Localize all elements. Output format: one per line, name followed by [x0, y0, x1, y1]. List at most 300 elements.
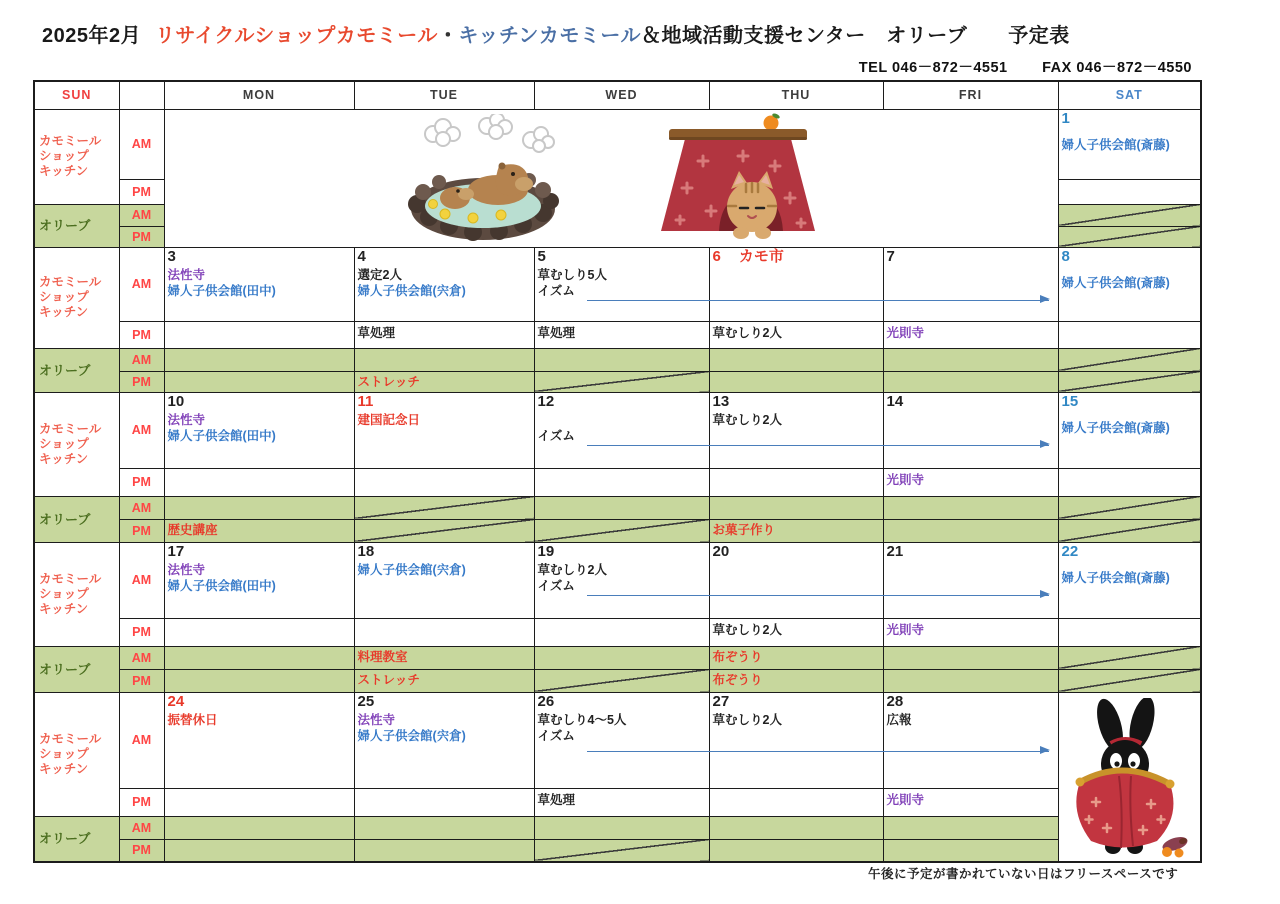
day-22-olive-am-cell [1058, 646, 1201, 669]
day-6-olive-pm-cell [709, 371, 883, 392]
day-header-wed: WED [534, 81, 709, 109]
section-label-line: カモミール [39, 421, 102, 436]
day-number-text: 5 [537, 247, 546, 265]
week-5-shop-am-row [34, 692, 1201, 788]
day-number-text: 25 [357, 692, 375, 710]
event-label: 光則寺 [886, 622, 925, 637]
olive-pm-row-label: PM [119, 226, 164, 247]
day-number-6 [713, 248, 880, 266]
event-list [168, 412, 351, 444]
event-label: 草むしり2人 [712, 622, 782, 637]
day-14-olive-am-cell [883, 496, 1058, 519]
olive-am-row-label: AM [119, 204, 164, 226]
capybara-onsen-illustration [403, 114, 563, 242]
section-label-line: カモミール [39, 275, 102, 289]
week-2-olive-am-row [34, 348, 1201, 371]
week-3-shop-pm-row [34, 468, 1201, 496]
week-1-free-space-cell [164, 109, 1058, 247]
event-label: 選定2人 [357, 267, 402, 282]
day-number-10 [168, 393, 351, 411]
day-header-fri: FRI [883, 81, 1058, 109]
day-25-olive-pm-cell [354, 839, 534, 862]
event-list [1062, 420, 1198, 436]
event-list [713, 712, 880, 728]
am-row-label: AM [119, 247, 164, 321]
day-number-13 [713, 393, 880, 411]
day-11-olive-pm-cell [354, 519, 534, 542]
footnote: 午後に予定が書かれていない日はフリースペースです [868, 867, 1179, 881]
event-label: 振替休日 [167, 712, 218, 727]
event-label: 法性寺 [357, 712, 396, 727]
day-11-olive-am-cell [354, 496, 534, 519]
day-28-olive-pm-cell [883, 839, 1058, 862]
event-list [358, 712, 531, 744]
day-number-12 [538, 393, 706, 411]
week-1-shop-am-row [34, 109, 1201, 179]
fax-number: FAX 046－872－4550 [1042, 60, 1192, 76]
section-label-line: キッチン [39, 451, 89, 466]
day-17-olive-pm-cell [164, 669, 354, 692]
am-row-label: AM [119, 109, 164, 179]
day-27-olive-pm-cell [709, 839, 883, 862]
day-header-thu: THU [709, 81, 883, 109]
schedule-calendar [33, 80, 1202, 863]
day-note: カモ市 [738, 247, 784, 265]
day-24-olive-am-cell [164, 816, 354, 839]
section-label-kamomile [34, 692, 119, 816]
event-list [168, 712, 351, 728]
event-list [538, 267, 706, 299]
day-number-text: 10 [167, 392, 185, 410]
day-number-text: 17 [167, 542, 185, 560]
section-label-kamomile [34, 247, 119, 348]
day-number-8 [1062, 248, 1198, 266]
day-18-olive-am-cell [354, 646, 534, 669]
day-4-am-cell [354, 247, 534, 321]
day-17-am-cell [164, 542, 354, 618]
day-number-text: 4 [357, 247, 366, 265]
pm-row-label: PM [119, 788, 164, 816]
day-18-pm-cell [354, 618, 534, 646]
olive-pm-row-label: PM [119, 371, 164, 392]
day-10-pm-cell [164, 468, 354, 496]
day-21-olive-am-cell [883, 646, 1058, 669]
event-label: 婦人子供会館(宍倉) [357, 283, 466, 298]
event-label: 光則寺 [886, 472, 925, 487]
day-14-am-cell [883, 392, 1058, 468]
event-label: 婦人子供会館(田中) [167, 578, 276, 593]
page-title [42, 19, 1070, 48]
day-19-olive-am-cell [534, 646, 709, 669]
event-label: 料理教室 [357, 649, 408, 664]
week-3-olive-am-row [34, 496, 1201, 519]
title-shop-name: リサイクルショップカモミール [155, 25, 438, 47]
day-6-olive-am-cell [709, 348, 883, 371]
section-label-olive: オリーブ [34, 348, 119, 392]
day-13-olive-pm-cell [709, 519, 883, 542]
day-number-18 [358, 543, 531, 561]
event-label: 婦人子供会館(斎藤) [1061, 570, 1170, 585]
event-label: 草むしり2人 [712, 325, 782, 340]
day-number-text: 18 [357, 542, 375, 560]
event-label: 光則寺 [886, 325, 925, 340]
day-26-olive-am-cell [534, 816, 709, 839]
event-label: ストレッチ [357, 374, 420, 389]
day-number-text: 26 [537, 692, 555, 710]
event-label: 草処理 [357, 325, 396, 340]
week-4-shop-pm-row [34, 618, 1201, 646]
event-label: 歴史講座 [167, 522, 218, 537]
day-24-am-cell [164, 692, 354, 788]
event-label: 建国記念日 [357, 412, 421, 427]
section-label-line: ショップ [39, 436, 89, 451]
day-5-olive-am-cell [534, 348, 709, 371]
event-label: 布ぞうり [712, 649, 763, 664]
event-list [168, 267, 351, 299]
day-25-olive-am-cell [354, 816, 534, 839]
day-24-pm-cell [164, 788, 354, 816]
day-21-olive-pm-cell [883, 669, 1058, 692]
day-number-text: 27 [712, 692, 730, 710]
title-month: 2025年2月 [42, 25, 142, 47]
week-2-shop-pm-row [34, 321, 1201, 348]
day-27-am-cell [709, 692, 883, 788]
event-list [358, 267, 531, 299]
day-5-pm-cell [534, 321, 709, 348]
day-22-olive-pm-cell [1058, 669, 1201, 692]
day-10-am-cell [164, 392, 354, 468]
section-label-olive: オリーブ [34, 646, 119, 692]
day-number-text: 8 [1061, 247, 1070, 265]
event-list [887, 712, 1055, 728]
olive-am-row-label: AM [119, 646, 164, 669]
day-17-olive-am-cell [164, 646, 354, 669]
day-26-am-cell [534, 692, 709, 788]
day-header-sat: SAT [1058, 81, 1201, 109]
header-row [34, 81, 1201, 109]
day-11-am-cell [354, 392, 534, 468]
event-label: 草処理 [537, 792, 576, 807]
rabbit-purse-illustration [1063, 698, 1196, 858]
section-label-line: ショップ [39, 149, 89, 163]
day-28-pm-cell [883, 788, 1058, 816]
day-20-olive-pm-cell [709, 669, 883, 692]
pm-row-label: PM [119, 618, 164, 646]
day-27-pm-cell [709, 788, 883, 816]
section-label-kamomile [34, 109, 119, 204]
section-label-line: キッチン [39, 601, 89, 616]
title-kitchen-name: キッチンカモミール [458, 25, 642, 47]
pm-row-label: PM [119, 179, 164, 204]
week-4-olive-pm-row [34, 669, 1201, 692]
day-20-pm-cell [709, 618, 883, 646]
day-number-text: 1 [1061, 109, 1070, 127]
olive-pm-row-label: PM [119, 839, 164, 862]
event-label: 婦人子供会館(斎藤) [1061, 137, 1170, 152]
day-28-olive-am-cell [883, 816, 1058, 839]
am-row-label: AM [119, 692, 164, 788]
day-8-olive-am-cell [1058, 348, 1201, 371]
day-11-pm-cell [354, 468, 534, 496]
day-1-olive-am-cell [1058, 204, 1201, 226]
olive-am-row-label: AM [119, 496, 164, 519]
day-17-pm-cell [164, 618, 354, 646]
day-7-olive-am-cell [883, 348, 1058, 371]
event-label: 婦人子供会館(宍倉) [357, 728, 466, 743]
event-label: 婦人子供会館(斎藤) [1061, 275, 1170, 290]
week-3-olive-pm-row [34, 519, 1201, 542]
event-label: 草むしり2人 [537, 562, 607, 577]
event-label: 法性寺 [167, 412, 206, 427]
day-header-mon: MON [164, 81, 354, 109]
tel-number: TEL 046－872－4551 [858, 60, 1008, 76]
day-1-am-cell [1058, 109, 1201, 179]
day-number-20 [713, 543, 880, 561]
day-number-15 [1062, 393, 1198, 411]
event-list [713, 412, 880, 428]
day-number-24 [168, 693, 351, 711]
day-5-olive-pm-cell [534, 371, 709, 392]
day-12-olive-pm-cell [534, 519, 709, 542]
event-label: 草処理 [537, 325, 576, 340]
day-15-olive-pm-cell [1058, 519, 1201, 542]
day-18-am-cell [354, 542, 534, 618]
day-4-olive-am-cell [354, 348, 534, 371]
day-number-3 [168, 248, 351, 266]
day-number-text: 19 [537, 542, 555, 560]
day-21-pm-cell [883, 618, 1058, 646]
day-14-pm-cell [883, 468, 1058, 496]
day-3-am-cell [164, 247, 354, 321]
olive-am-row-label: AM [119, 816, 164, 839]
day-15-pm-cell [1058, 468, 1201, 496]
day-25-pm-cell [354, 788, 534, 816]
day-header-blank [119, 81, 164, 109]
section-label-line: ショップ [39, 290, 89, 304]
day-3-olive-am-cell [164, 348, 354, 371]
day-6-am-cell [709, 247, 883, 321]
schedule-continuation-arrow [587, 445, 1049, 446]
day-12-am-cell [534, 392, 709, 468]
section-label-line: カモミール [39, 571, 102, 586]
event-label: 婦人子供会館(宍倉) [357, 562, 466, 577]
event-label: イズム [537, 578, 575, 593]
day-8-olive-pm-cell [1058, 371, 1201, 392]
day-number-17 [168, 543, 351, 561]
day-15-am-cell [1058, 392, 1201, 468]
event-list [168, 562, 351, 594]
event-label: 布ぞうり [712, 672, 763, 687]
day-20-olive-am-cell [709, 646, 883, 669]
section-label-line: ショップ [39, 746, 89, 761]
day-number-text: 6 [712, 247, 721, 265]
event-label: 婦人子供会館(田中) [167, 283, 276, 298]
day-27-olive-am-cell [709, 816, 883, 839]
pm-row-label: PM [119, 468, 164, 496]
week-5-saturday-illustration-cell [1058, 692, 1201, 862]
olive-pm-row-label: PM [119, 519, 164, 542]
event-label: イズム [537, 728, 575, 743]
day-number-text: 3 [167, 247, 176, 265]
day-number-21 [887, 543, 1055, 561]
day-number-27 [713, 693, 880, 711]
day-19-pm-cell [534, 618, 709, 646]
week-5-olive-pm-row [34, 839, 1201, 862]
week-2-shop-am-row [34, 247, 1201, 321]
day-number-14 [887, 393, 1055, 411]
day-number-28 [887, 693, 1055, 711]
week-2-olive-pm-row [34, 371, 1201, 392]
day-7-olive-pm-cell [883, 371, 1058, 392]
section-label-line: キッチン [39, 305, 89, 319]
day-12-pm-cell [534, 468, 709, 496]
day-number-text: 21 [886, 542, 904, 560]
week-5-olive-am-row [34, 816, 1201, 839]
kotatsu-cat-illustration [655, 111, 820, 247]
event-label: ストレッチ [357, 672, 420, 687]
section-label-kamomile [34, 392, 119, 496]
event-list [538, 712, 706, 744]
event-label: イズム [537, 428, 575, 443]
week-4-olive-am-row [34, 646, 1201, 669]
section-label-line: カモミール [39, 134, 102, 148]
day-number-26 [538, 693, 706, 711]
event-label: 婦人子供会館(田中) [167, 428, 276, 443]
day-number-text: 15 [1061, 392, 1079, 410]
day-number-text: 22 [1061, 542, 1079, 560]
section-label-line: キッチン [39, 164, 89, 178]
event-label: 草むしり4～5人 [537, 712, 627, 727]
day-14-olive-pm-cell [883, 519, 1058, 542]
event-list [538, 412, 706, 444]
day-number-5 [538, 248, 706, 266]
day-8-am-cell [1058, 247, 1201, 321]
event-label: 広報 [886, 712, 912, 727]
day-4-olive-pm-cell [354, 371, 534, 392]
day-13-olive-am-cell [709, 496, 883, 519]
day-26-pm-cell [534, 788, 709, 816]
event-label: お菓子作り [712, 522, 776, 537]
schedule-continuation-arrow [587, 595, 1049, 596]
pm-row-label: PM [119, 321, 164, 348]
day-3-olive-pm-cell [164, 371, 354, 392]
day-number-text: 28 [886, 692, 904, 710]
day-number-19 [538, 543, 706, 561]
day-number-4 [358, 248, 531, 266]
day-number-11 [358, 393, 531, 411]
section-label-olive: オリーブ [34, 204, 119, 247]
day-1-olive-pm-cell [1058, 226, 1201, 247]
section-label-line: キッチン [39, 761, 89, 776]
day-7-am-cell [883, 247, 1058, 321]
event-label: 婦人子供会館(斎藤) [1061, 420, 1170, 435]
event-list [1062, 275, 1198, 291]
day-number-text: 20 [712, 542, 730, 560]
event-label: 法性寺 [167, 267, 206, 282]
contact-info [859, 56, 1192, 77]
week-5-shop-pm-row [34, 788, 1201, 816]
day-number-25 [358, 693, 531, 711]
event-list [1062, 137, 1198, 153]
day-number-text: 13 [712, 392, 730, 410]
event-label: イズム [537, 283, 575, 298]
week-4-shop-am-row [34, 542, 1201, 618]
day-4-pm-cell [354, 321, 534, 348]
event-label: 草むしり5人 [537, 267, 607, 282]
day-number-text: 12 [537, 392, 555, 410]
event-label: 草むしり2人 [712, 712, 782, 727]
day-20-am-cell [709, 542, 883, 618]
title-tail: ＆地域活動支援センター オリーブ 予定表 [641, 25, 1070, 47]
day-26-olive-pm-cell [534, 839, 709, 862]
day-18-olive-pm-cell [354, 669, 534, 692]
day-number-text: 24 [167, 692, 185, 710]
event-list [358, 562, 531, 578]
schedule-table [33, 80, 1202, 863]
day-number-text: 14 [886, 392, 904, 410]
day-15-olive-am-cell [1058, 496, 1201, 519]
day-10-olive-am-cell [164, 496, 354, 519]
day-13-pm-cell [709, 468, 883, 496]
schedule-continuation-arrow [587, 751, 1049, 752]
event-label [538, 412, 706, 428]
day-number-7 [887, 248, 1055, 266]
day-25-am-cell [354, 692, 534, 788]
day-10-olive-pm-cell [164, 519, 354, 542]
day-5-am-cell [534, 247, 709, 321]
olive-am-row-label: AM [119, 348, 164, 371]
am-row-label: AM [119, 392, 164, 468]
event-label: 光則寺 [886, 792, 925, 807]
title-separator: ・ [437, 25, 459, 47]
day-8-pm-cell [1058, 321, 1201, 348]
day-19-olive-pm-cell [534, 669, 709, 692]
section-label-olive: オリーブ [34, 816, 119, 862]
day-number-22 [1062, 543, 1198, 561]
schedule-continuation-arrow [587, 300, 1049, 301]
day-3-pm-cell [164, 321, 354, 348]
day-24-olive-pm-cell [164, 839, 354, 862]
day-header-sun: SUN [34, 81, 119, 109]
event-list [358, 412, 531, 428]
olive-pm-row-label: PM [119, 669, 164, 692]
week-3-shop-am-row [34, 392, 1201, 468]
day-1-pm-cell [1058, 179, 1201, 204]
day-6-pm-cell [709, 321, 883, 348]
event-label: 法性寺 [167, 562, 206, 577]
day-number-text: 11 [357, 392, 374, 410]
day-22-am-cell [1058, 542, 1201, 618]
day-13-am-cell [709, 392, 883, 468]
section-label-kamomile [34, 542, 119, 646]
section-label-olive: オリーブ [34, 496, 119, 542]
section-label-line: ショップ [39, 586, 89, 601]
event-list [538, 562, 706, 594]
event-list [1062, 570, 1198, 586]
day-number-text: 7 [886, 247, 895, 265]
day-22-pm-cell [1058, 618, 1201, 646]
day-21-am-cell [883, 542, 1058, 618]
section-label-line: カモミール [39, 731, 102, 746]
day-28-am-cell [883, 692, 1058, 788]
am-row-label: AM [119, 542, 164, 618]
day-12-olive-am-cell [534, 496, 709, 519]
day-19-am-cell [534, 542, 709, 618]
day-7-pm-cell [883, 321, 1058, 348]
day-header-tue: TUE [354, 81, 534, 109]
day-number-1 [1062, 110, 1198, 128]
event-label: 草むしり2人 [712, 412, 782, 427]
